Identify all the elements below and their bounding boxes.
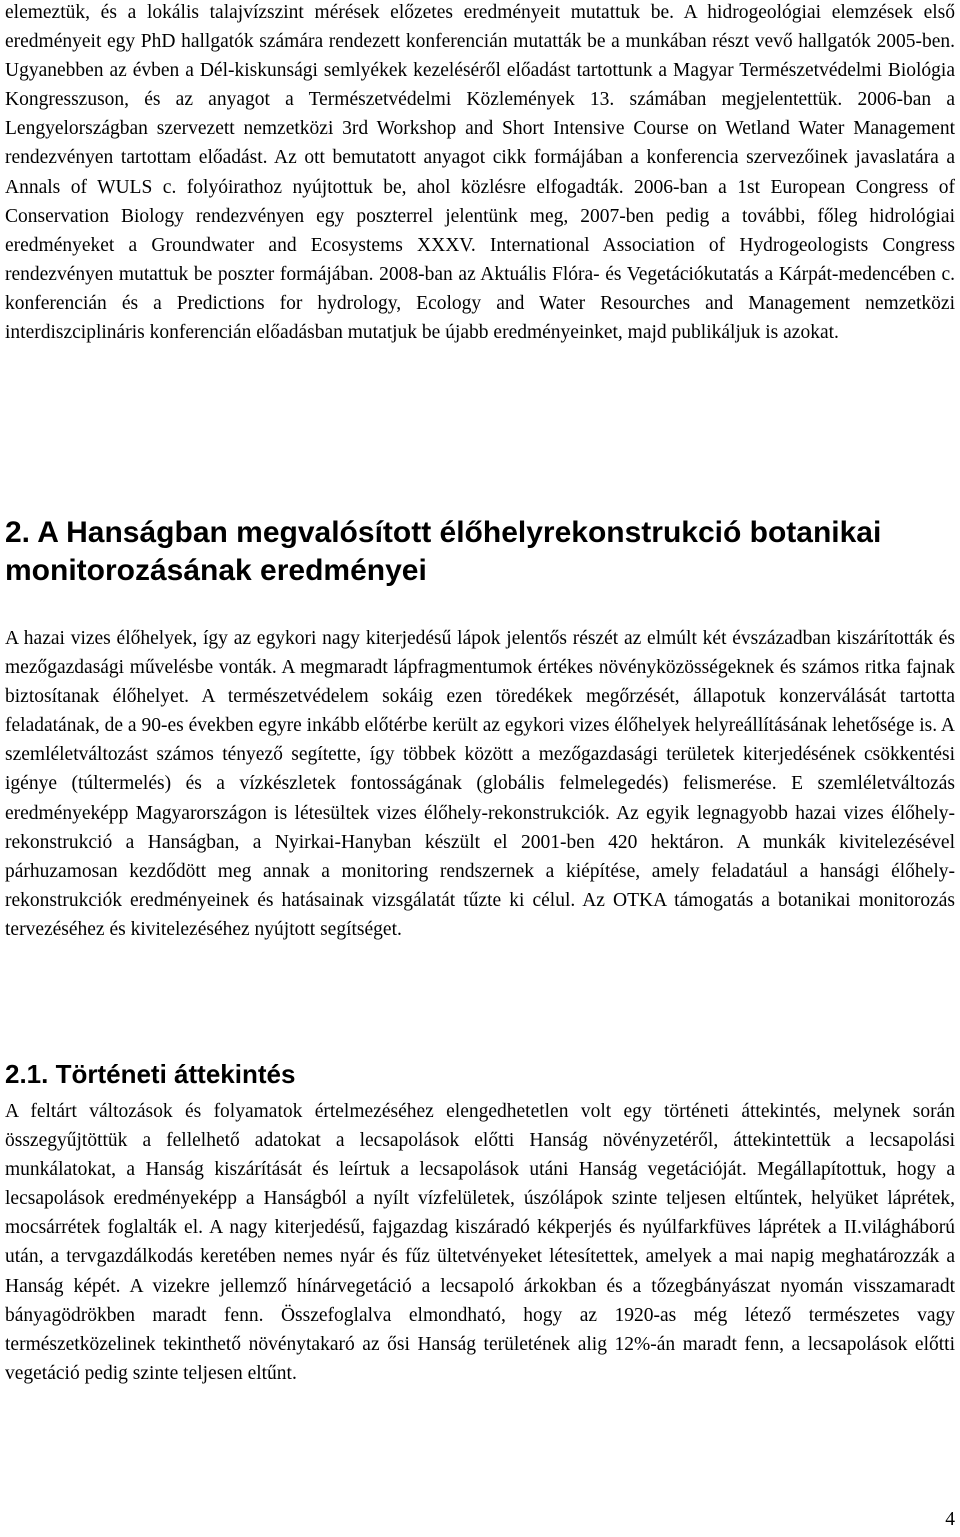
intro-paragraph: elemeztük, és a lokális talajvízszint mérések előzetes eredményeit mutattuk be. A hidrogeológiai elemzések első eredményeit egy PhD hallgatók számára rendezett konferencián mutatták be a munkában részt vevő hallgatók 2005-ben. Ugyanebben az évben a Dél-kiskunsági semlyékek kezeléséről előadást tartottunk a Magyar Természetvédelmi Biológia Kongresszuson, és az anyagot a Természetvédelmi Közlemények 13. számában megjelentettük. 2006-ban a Lengyelországban szervezett nemzetközi 3rd Workshop and Short Intensive Course on Wetland Water Management rendezvényen tartottam előadást. Az ott bemutatott anyagot cikk formájában a konferencia szervezőinek javaslatára a Annals of WULS c. folyóirathoz nyújtottuk be, ahol közlésre elfogadták. 2006-ban a 1st European Congress of Conservation Biology rendezvényen egy poszterrel jelentünk meg, 2007-ben pedig a további, főleg hidrológiai eredményeket a Groundwater and Ecosystems XXXV. International Association of Hydrogeologists Congress rendezvényen mutattuk be poszter formájában. 2008-ban az Aktuális Flóra- és Vegetációkutatás a Kárpát-medencében c. konferencián és a Predictions for hydrology, Ecology and Water Resourches and Management nemzetközi interdiszciplináris konferencián előadásban mutatjuk be újabb eredményeinket, majd publikáljuk is azokat. (5, 2, 955, 344)
section-2-1-heading: 2.1. Történeti áttekintés (5, 1059, 296, 1089)
section-2-1-paragraph: A feltárt változások és folyamatok értelmezéséhez elengedhetetlen volt egy történeti áttekintés, melynek során összegyűjtöttük a fellelhető adatokat a lecsapolások előtti Hanság növényzetéről, áttekintettük a lecsapolási munkálatokat, a Hanság kiszárítását és leírtuk a lecsapolások utáni Hanság vegetációját. Megállapítottuk, hogy a lecsapolások eredményeképp a Hanságból a nyílt vízfelületek, úszólápok szinte teljesen eltűntek, helyüket láprétek, mocsárrétek foglalták el. A nagy kiterjedésű, fajgazdag kiszáradó kékperjés és nyúlfarkfüves láprétek a II.világháború után, a tervgazdálkodás keretében nemes nyár és fűz ültetvényeket létesítettek, amelyek a mai napig meghatározzák a Hanság képét. A vizekre jellemző hínárvegetáció a lecsapoló árkokban és a tőzegbányászat nyomán visszamaradt bányagödrökben maradt fenn. Összefoglalva elmondható, hogy az 1920-as még létező természetes vagy természetközelinek tekinthető növénytakaró az ősi Hanság területének alig 12%-án maradt fenn, a lecsapolások előtti vegetáció pedig szinte teljesen eltűnt. (5, 1101, 955, 1384)
page-number: 4 (945, 1509, 955, 1530)
section-2-paragraph: A hazai vizes élőhelyek, így az egykori nagy kiterjedésű lápok jelentős részét az elmúlt két évszázadban kiszárították és mezőgazdasági művelésbe vonták. A megmaradt lápfragmentumok értékes növényközösségeknek és számos ritka fajnak biztosítanak élőhelyet. A természetvédelem sokáig ezen töredékek megőrzését, állapotuk konzerválását tartotta feladatának, de a 90-es években egyre inkább előtérbe került az egykori vizes élőhelyek helyreállításának lehetősége is. A szemléletváltozást számos tényező segítette, így többek között a mezőgazdasági területek kiterjedésének csökkentési igénye (túltermelés) és a vízkészletek fontosságának (globális felmelegedés) felismerése. E szemléletváltozás eredményeképp Magyarországon is létesültek vizes élőhely-rekonstrukciók. Az egyik legnagyobb hazai vizes élőhely-rekonstrukció a Hanságban, a Nyirkai-Hanyban készült el 2001-ben 420 hektáron. A munkák kivitelezésével párhuzamosan kezdődött meg annak a monitoring rendszernek a kiépítése, amely feladatául a hansági élőhely-rekonstrukciók eredményeinek és hatásainak vizsgálatát tűzte ki célul. Az OTKA támogatás a botanikai monitorozás tervezéséhez és kivitelezéséhez nyújtott segítséget. (5, 628, 955, 940)
section-2-heading: 2. A Hanságban megvalósított élőhelyrekonstrukció botanikai monitorozásának eredményei (5, 516, 882, 587)
